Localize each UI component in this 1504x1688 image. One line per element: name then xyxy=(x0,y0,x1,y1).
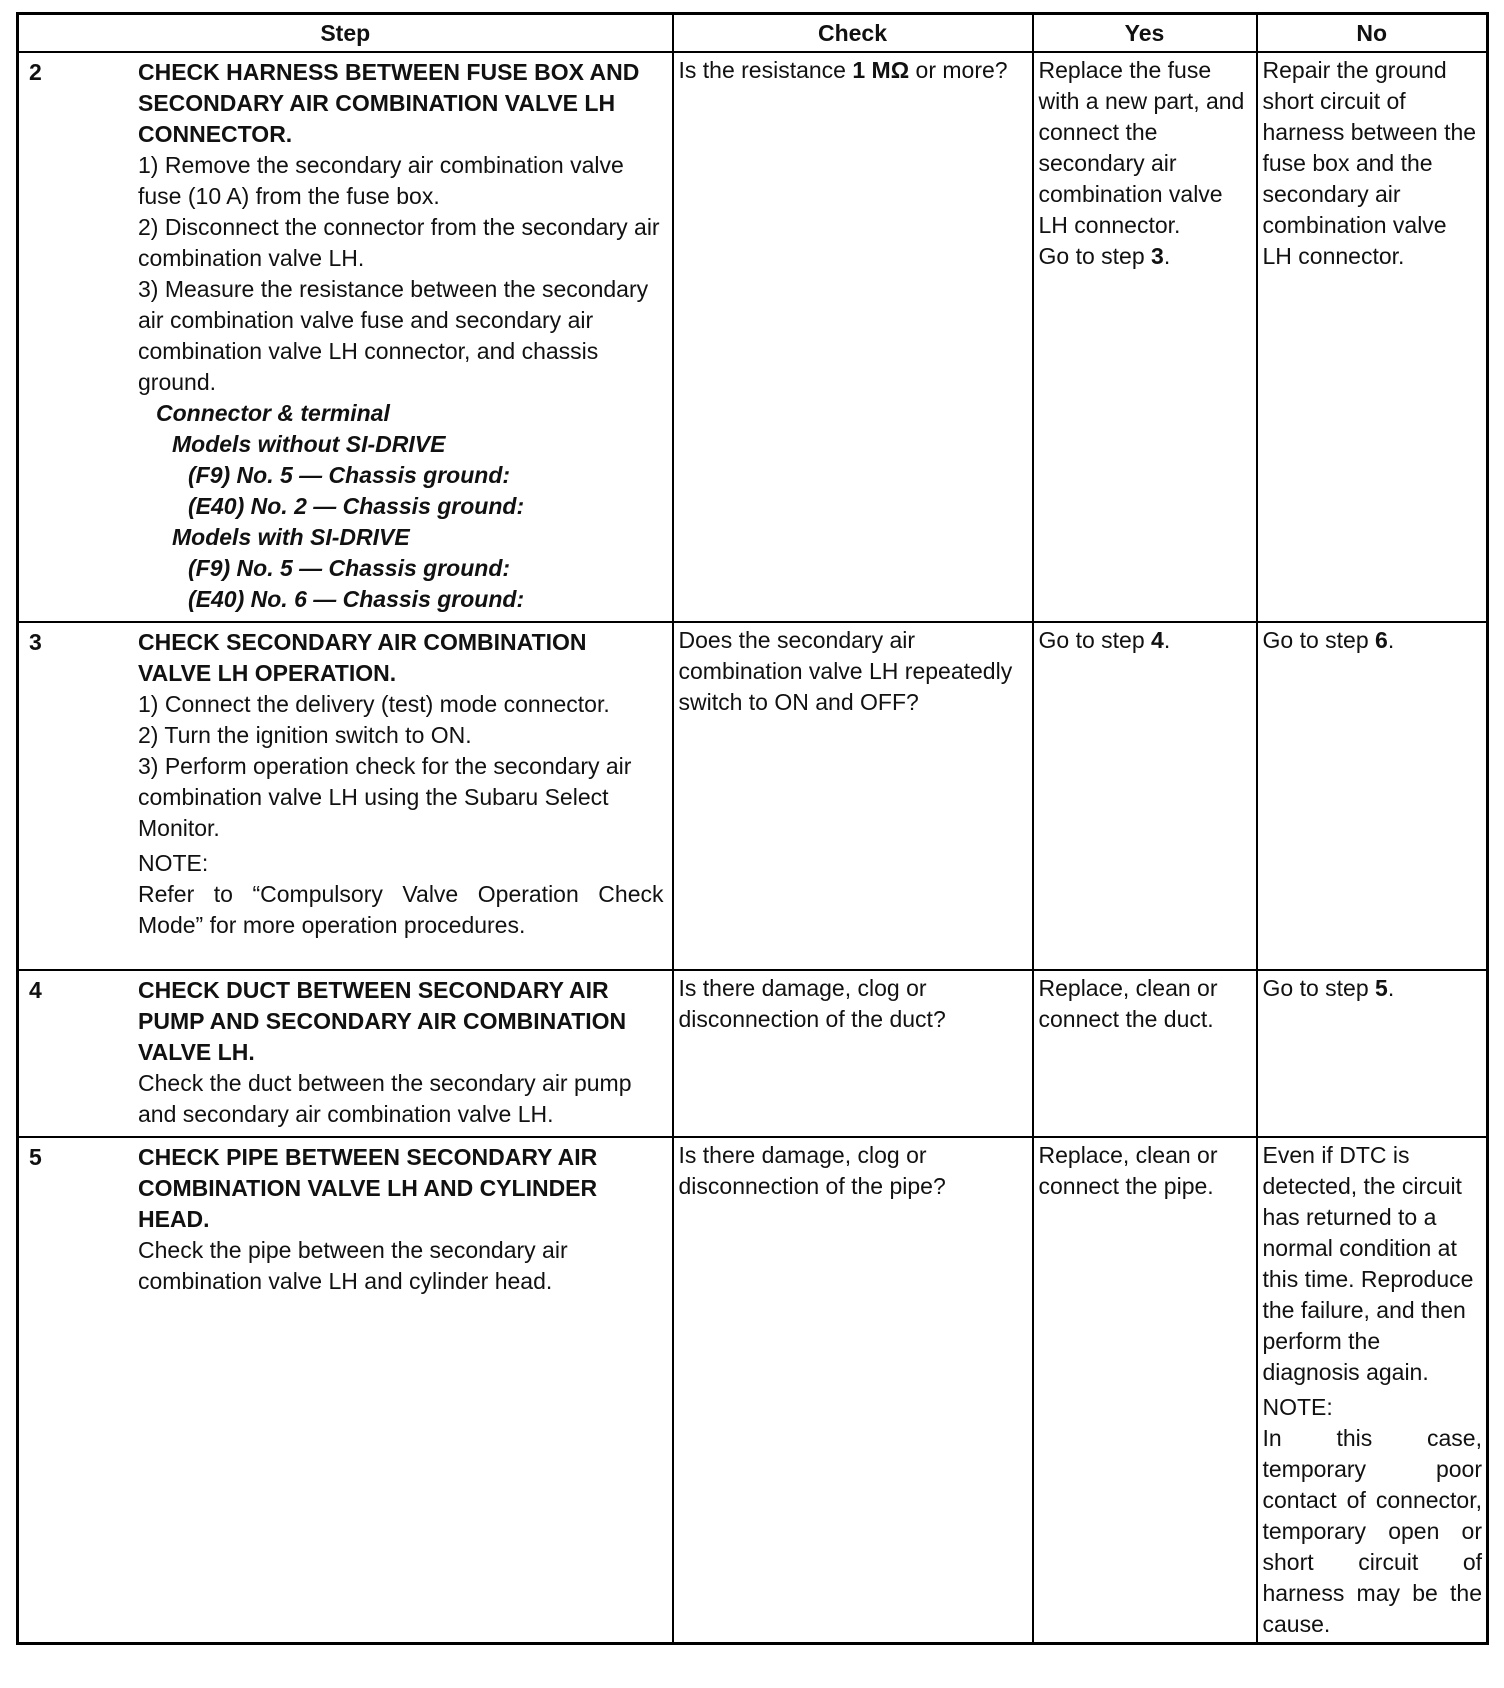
step-title: CHECK DUCT BETWEEN SECONDARY AIR PUMP AND SECONDARY AIR COMBINATION VALVE LH. xyxy=(138,977,627,1065)
no-goto: Go to step xyxy=(1262,627,1376,653)
check-cell xyxy=(673,1137,1033,1644)
check-text: Does the secondary air combination valve LH repeatedly switch to ON and OFF? xyxy=(678,627,1013,715)
table-row-step-2 xyxy=(18,52,1488,622)
no-cell: Go to step 6. xyxy=(1257,622,1488,970)
yes-text: Replace, clean or connect the pipe. xyxy=(1038,1142,1218,1199)
yes-cell: Go to step 4. xyxy=(1033,622,1257,970)
yes-cell xyxy=(1033,970,1257,1137)
no-text: Repair the ground short circuit of harness between the fuse box and the secondary air combination valve LH connector. xyxy=(1262,57,1477,269)
header-yes: Yes xyxy=(1033,14,1257,53)
header-check: Check xyxy=(673,14,1033,53)
check-cell xyxy=(673,970,1033,1137)
step-cell xyxy=(18,1137,673,1644)
step-instruction: 2) Disconnect the connector from the secondary air combination valve LH. xyxy=(138,214,660,271)
step-number: 4 xyxy=(29,977,42,1003)
table-row-step-4 xyxy=(18,970,1488,1137)
check-cell xyxy=(673,622,1033,970)
yes-step-number: 3 xyxy=(1151,243,1164,269)
step-number: 3 xyxy=(29,629,42,655)
no-cell xyxy=(1257,52,1488,622)
check-value: 1 MΩ xyxy=(852,57,910,83)
connector-terminal-spec: (F9) No. 5 — Chassis ground: xyxy=(188,555,511,581)
no-text: Even if DTC is detected, the circuit has returned to a normal condition at this time. Reproduce the failure, and then perform the diagnosis again. xyxy=(1262,1142,1474,1385)
no-step-number: 6 xyxy=(1375,627,1388,653)
header-no: No xyxy=(1257,14,1488,53)
connector-group-label: Models without SI-DRIVE xyxy=(172,431,446,457)
step-instruction: Check the duct between the secondary air pump and secondary air combination valve LH. xyxy=(138,1070,632,1127)
note-text: In this case, temporary poor contact of connector, temporary open or short circuit of harness may be the cause. xyxy=(1262,1425,1482,1637)
yes-text: Replace the fuse with a new part, and connect the secondary air combination valve LH connector. xyxy=(1038,57,1245,238)
check-text: Is there damage, clog or disconnection of the duct? xyxy=(678,975,946,1032)
step-title: CHECK SECONDARY AIR COMBINATION VALVE LH OPERATION. xyxy=(138,629,587,686)
step-instruction: Check the pipe between the secondary air combination valve LH and cylinder head. xyxy=(138,1237,568,1294)
table-row-step-3 xyxy=(18,622,1488,970)
check-text: Is the resistance xyxy=(678,57,853,83)
check-text: Is there damage, clog or disconnection of the pipe? xyxy=(678,1142,946,1199)
yes-goto: Go to step xyxy=(1038,627,1152,653)
header-step: Step xyxy=(18,14,673,53)
yes-step-number: 4 xyxy=(1151,627,1164,653)
note-text: Refer to “Compulsory Valve Operation Check Mode” for more operation procedures. xyxy=(138,881,664,938)
step-title: CHECK PIPE BETWEEN SECONDARY AIR COMBINATION VALVE LH AND CYLINDER HEAD. xyxy=(138,1144,598,1232)
step-cell xyxy=(18,622,673,970)
step-instruction: 2) Turn the ignition switch to ON. xyxy=(138,722,472,748)
diagnostic-table xyxy=(16,12,1489,1645)
yes-cell xyxy=(1033,1137,1257,1644)
yes-cell: Replace the fuse with a new part, and connect the secondary air combination valve LH connector. Go to step 3. xyxy=(1033,52,1257,622)
diagnostic-procedure-sheet xyxy=(16,12,1486,1645)
no-cell xyxy=(1257,1137,1488,1644)
connector-terminal-spec: (E40) No. 2 — Chassis ground: xyxy=(188,493,525,519)
no-goto: Go to step xyxy=(1262,975,1376,1001)
yes-text: Replace, clean or connect the duct. xyxy=(1038,975,1218,1032)
no-step-number: 5 xyxy=(1375,975,1388,1001)
connector-terminal-heading: Connector & terminal xyxy=(156,400,390,426)
step-instruction: 3) Perform operation check for the secondary air combination valve LH using the Subaru Select Monitor. xyxy=(138,753,632,841)
note-label: NOTE: xyxy=(1262,1394,1333,1420)
check-text: or more? xyxy=(909,57,1008,83)
no-cell: Go to step 5. xyxy=(1257,970,1488,1137)
step-cell xyxy=(18,52,673,622)
table-row-step-5 xyxy=(18,1137,1488,1644)
connector-terminal-spec: (E40) No. 6 — Chassis ground: xyxy=(188,586,525,612)
step-instruction: 3) Measure the resistance between the secondary air combination valve fuse and secondary air combination valve LH connector, and chassis ground. xyxy=(138,276,649,395)
step-number: 5 xyxy=(29,1144,42,1170)
table-header-row xyxy=(18,14,1488,53)
yes-goto: Go to step xyxy=(1038,243,1152,269)
connector-group-label: Models with SI-DRIVE xyxy=(172,524,410,550)
connector-terminal-spec: (F9) No. 5 — Chassis ground: xyxy=(188,462,511,488)
note-label: NOTE: xyxy=(138,850,209,876)
step-instruction: 1) Connect the delivery (test) mode connector. xyxy=(138,691,610,717)
step-title: CHECK HARNESS BETWEEN FUSE BOX AND SECONDARY AIR COMBINATION VALVE LH CONNECTOR. xyxy=(138,59,640,147)
step-cell xyxy=(18,970,673,1137)
step-number: 2 xyxy=(29,59,42,85)
step-instruction: 1) Remove the secondary air combination valve fuse (10 A) from the fuse box. xyxy=(138,152,624,209)
check-cell xyxy=(673,52,1033,622)
